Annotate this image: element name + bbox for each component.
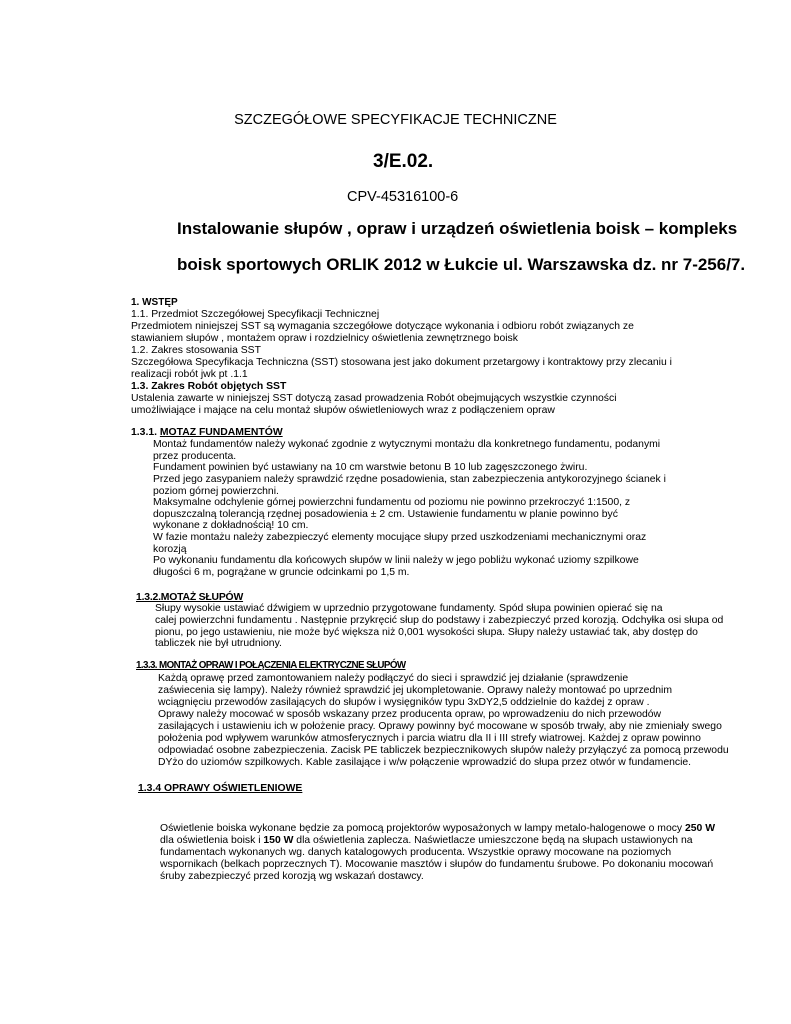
paragraph-line: DYżo do uziomów szpilkowych. Kable zasilające i w/w połączenie wprowadzić do słupa przez otwór w fundamencie. [158,757,692,768]
paragraph-line: Słupy wysokie ustawiać dźwigiem w uprzednio przygotowane fundamenty. Spód słupa powinien opierać się na [155,603,663,614]
text-run: Oświetlenie boiska wykonane będzie za pomocą projektorów wyposażonych w lampy metalo-halogenowe o mocy [160,823,685,834]
paragraph-line: poziom górnej powierzchni. [153,486,279,497]
paragraph-line: zasilających i ustawieniu ich w położenie pracy. Oprawy powinny być mocowane w sposób trwały, aby nie zmieniały swego [158,721,722,732]
cpv-code: CPV-45316100-6 [347,189,459,205]
paragraph-line: wciągnięciu przewodów zasilających do słupów i wysięgników typu 3xDY2,5 oddzielnie do każdej z opraw . [158,697,650,708]
paragraph-line: fundamentach wykonanych wg. danych katalogowych producenta. Wszystkie oprawy mocowane na poziomych [160,847,672,858]
paragraph-line: 1.1. Przedmiot Szczegółowej Specyfikacji Technicznej [131,309,380,320]
text-run: dla oświetlenia zaplecza. Naświetlacze umieszczone będą na słupach ustawionych na [293,835,693,846]
document-number: 3/E.02. [373,151,434,172]
paragraph-line: pionu, po jego ustawieniu, nie może być większa niż 0,001 wysokości słupa. Słupy należy ustawiać tak, aby dostęp do [155,627,698,638]
paragraph-line: położenia pod wpływem warunków atmosferycznych i parcia wiatru dla II i III strefy wiatrowej. Każdej z opraw powinno [158,733,701,744]
paragraph-line: odpowiadać osobne zabezpieczenia. Zacisk PE tabliczek bezpiecznikowych słupów należy przyłączyć za pomocą przewodu [158,745,729,756]
paragraph-line: 1.2. Zakres stosowania SST [131,345,261,356]
paragraph-line: Przed jego zasypaniem należy sprawdzić rzędne posadowienia, stan zabezpieczenia antykorozyjnego ścianek i [153,474,666,485]
paragraph-line: tabliczek nie był utrudniony. [155,638,282,649]
text-run: dla oświetlenia boisk i [160,835,264,846]
section-heading: 1.3.4 OPRAWY OŚWIETLENIOWE [138,783,303,794]
document-title-line: boisk sportowych ORLIK 2012 w Łukcie ul. Warszawska dz. nr 7-256/7. [177,255,746,274]
paragraph-line: Ustalenia zawarte w niniejszej SST dotyczą zasad prowadzenia Robót obejmujących wszystkie czynności [131,393,617,404]
paragraph-line: stawianiem słupów , montażem opraw i rozdzielnicy oświetlenia zewnętrznego boisk [131,333,518,344]
paragraph-line: Oprawy należy mocować w sposób wskazany przez producenta opraw, po wprowadzeniu do nich przewodów [158,709,662,720]
paragraph-line: zaświecenia się lampy). Należy również sprawdzić jej ukompletowanie. Oprawy należy montować po uprzednim [158,685,672,696]
section-number: 1.3.1. [131,427,160,438]
paragraph-line: przez producenta. [153,451,237,462]
paragraph-line: korozją [153,544,187,555]
paragraph-line: Maksymalne odchylenie górnej powierzchni fundamentu od poziomu nie powinno przekroczyć 1:1500, z [153,497,631,508]
paragraph-line: Każdą oprawę przed zamontowaniem należy podłączyć do sieci i sprawdzić jej działanie (sprawdzenie [158,673,629,684]
power-rating: 150 W [263,835,294,846]
paragraph-line: Po wykonaniu fundamentu dla końcowych słupów w linii należy w jego pobliżu wykonać uziomy szpilkowe [153,555,639,566]
section-heading [131,427,283,439]
section-heading-text: MOTAZ FUNDAMENTÓW [159,427,283,438]
power-rating: 250 W [685,823,716,834]
paragraph-line: wykonane z dokładnością! 10 cm. [153,520,309,531]
document-type-title: SZCZEGÓŁOWE SPECYFIKACJE TECHNICZNE [234,112,557,128]
paragraph-line: długości 6 m, pogrążane w gruncie odcinkami po 1,5 m. [153,567,410,578]
paragraph-line: Fundament powinien być ustawiany na 10 cm warstwie betonu B 10 lub zagęszczonego żwiru. [153,462,588,473]
paragraph-line: Przedmiotem niniejszej SST są wymagania szczegółowe dotyczące wykonania i odbioru robót związanych ze [131,321,634,332]
paragraph-line [160,823,715,835]
paragraph-line: wspornikach (belkach poprzecznych T). Mocowanie masztów i słupów do fundamentu śrubowe. Po dokonaniu mocowań [160,859,714,870]
paragraph-line [160,835,693,847]
section-heading: 1.3.2.MOTAŻ SŁUPÓW [136,592,244,603]
section-heading: 1. WSTĘP [131,297,178,308]
paragraph-line: Montaż fundamentów należy wykonać zgodnie z wytycznymi montażu dla konkretnego fundamentu, podanymi [153,439,661,450]
paragraph-line: realizacji robót jwk pt .1.1 [131,369,248,380]
section-heading: 1.3. Zakres Robót objętych SST [131,381,287,392]
paragraph-line: dopuszczalną tolerancją rzędnej posadowienia ± 2 cm. Ustawienie fundamentu w planie powinno być [153,509,618,520]
paragraph-line: calej powierzchni fundamentu . Następnie przykręcić słup do podstawy i zabezpieczyć przed korozją. Odchyłka osi słupa od [155,615,724,626]
document-title-line: Instalowanie słupów , opraw i urządzeń oświetlenia boisk – kompleks [177,219,738,238]
section-heading: 1.3.3. MONTAŻ OPRAW I POŁĄCZENIA ELEKTRYCZNE SŁUPÓW [136,660,406,671]
paragraph-line: śruby zabezpieczyć przed korozją wg wskazań dostawcy. [160,871,424,882]
paragraph-line: W fazie montażu należy zabezpieczyć elementy mocujące słupy przed uszkodzeniami mechanicznymi oraz [153,532,647,543]
paragraph-line: Szczegółowa Specyfikacja Techniczna (SST) stosowana jest jako dokument przetargowy i kontraktowy przy zlecaniu i [131,357,672,368]
paragraph-line: umożliwiające i mające na celu montaż słupów oświetleniowych wraz z podłączeniem opraw [131,405,555,416]
